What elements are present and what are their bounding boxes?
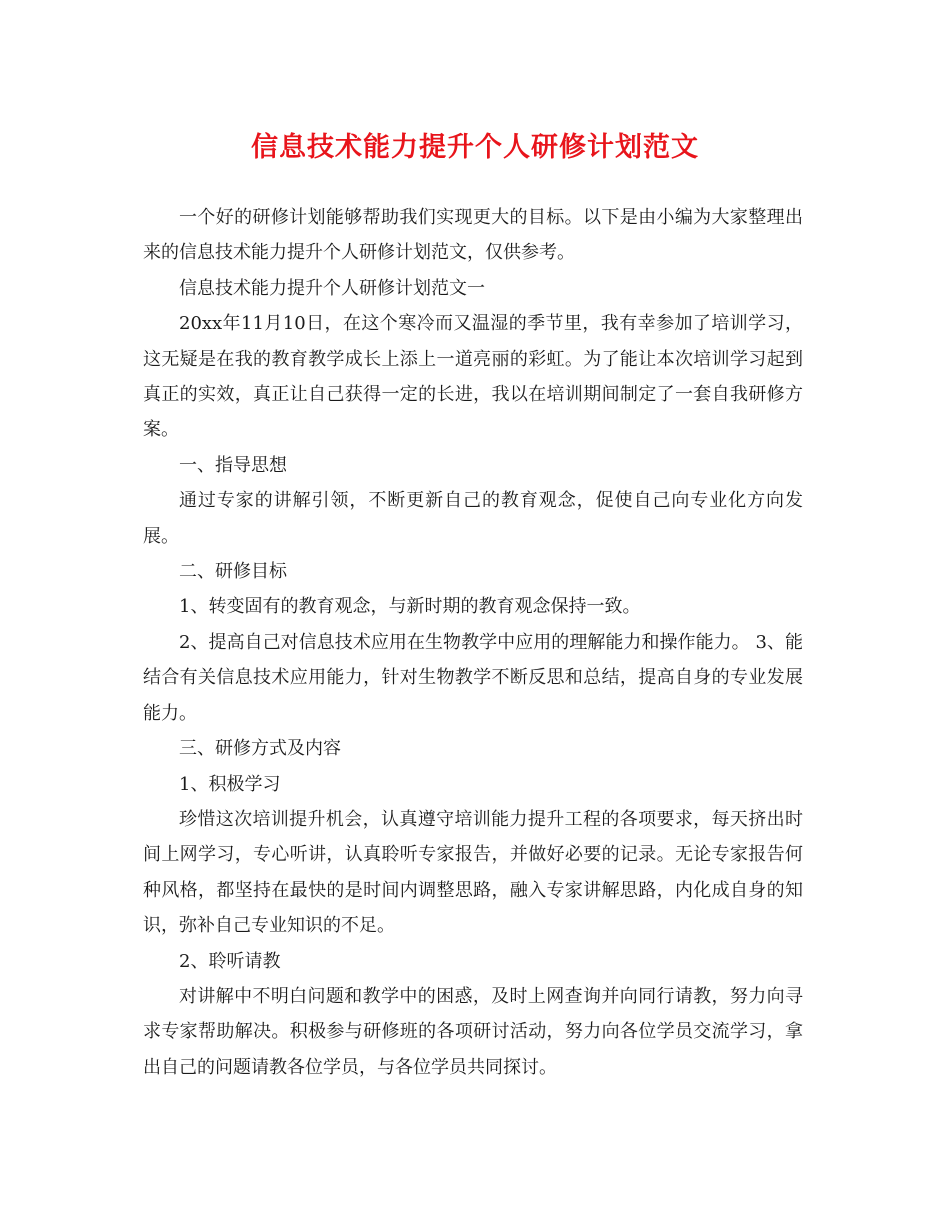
section-heading-guiding-thought: 一、指导思想 bbox=[179, 454, 287, 476]
paragraph-subtitle: 信息技术能力提升个人研修计划范文一 bbox=[179, 277, 485, 299]
section-heading-methods: 三、研修方式及内容 bbox=[179, 738, 341, 760]
paragraph-goal-1: 1、转变固有的教育观念，与新时期的教育观念保持一致。 bbox=[179, 596, 641, 618]
subheading-listen-consult: 2、聆听请教 bbox=[179, 950, 281, 972]
paragraph-guiding-thought: 通过专家的讲解引领，不断更新自己的教育观念，促使自己向专业化方向发展。 bbox=[143, 490, 803, 547]
paragraph-active-learning: 珍惜这次培训提升机会，认真遵守培训能力提升工程的各项要求，每天挤出时间上网学习，专心听讲，认真聆听专家报告，并做好必要的记录。无论专家报告何种风格，都坚持在最快的是时间内调整思路，融入专家讲解思路，内化成自身的知识，弥补自己专业知识的不足。 bbox=[143, 808, 803, 937]
document-title: 信息技术能力提升个人研修计划范文 bbox=[251, 132, 699, 163]
paragraph-listen-consult: 对讲解中不明白问题和教学中的困惑，及时上网查询并向同行请教，努力向寻求专家帮助解决。积极参与研修班的各项研讨活动，努力向各位学员交流学习，拿出自己的问题请教各位学员，与各位学员共同探讨。 bbox=[143, 985, 803, 1078]
section-heading-goals: 二、研修目标 bbox=[179, 561, 287, 583]
subheading-active-learning: 1、积极学习 bbox=[179, 773, 281, 795]
paragraph-intro: 一个好的研修计划能够帮助我们实现更大的目标。以下是由小编为大家整理出来的信息技术能力提升个人研修计划范文，仅供参考。 bbox=[143, 207, 803, 264]
paragraph-goal-2-3: 2、提高自己对信息技术应用在生物教学中应用的理解能力和操作能力。 3、能结合有关信息技术应用能力，针对生物教学不断反思和总结，提高自身的专业发展能力。 bbox=[143, 631, 803, 724]
document-body bbox=[143, 200, 803, 1085]
paragraph-opening: 20xx年11月10日，在这个寒冷而又温湿的季节里，我有幸参加了培训学习，这无疑是在我的教育教学成长上添上一道亮丽的彩虹。为了能让本次培训学习起到真正的实效，真正让自己获得一定的长进，我以在培训期间制定了一套自我研修方案。 bbox=[143, 313, 803, 441]
